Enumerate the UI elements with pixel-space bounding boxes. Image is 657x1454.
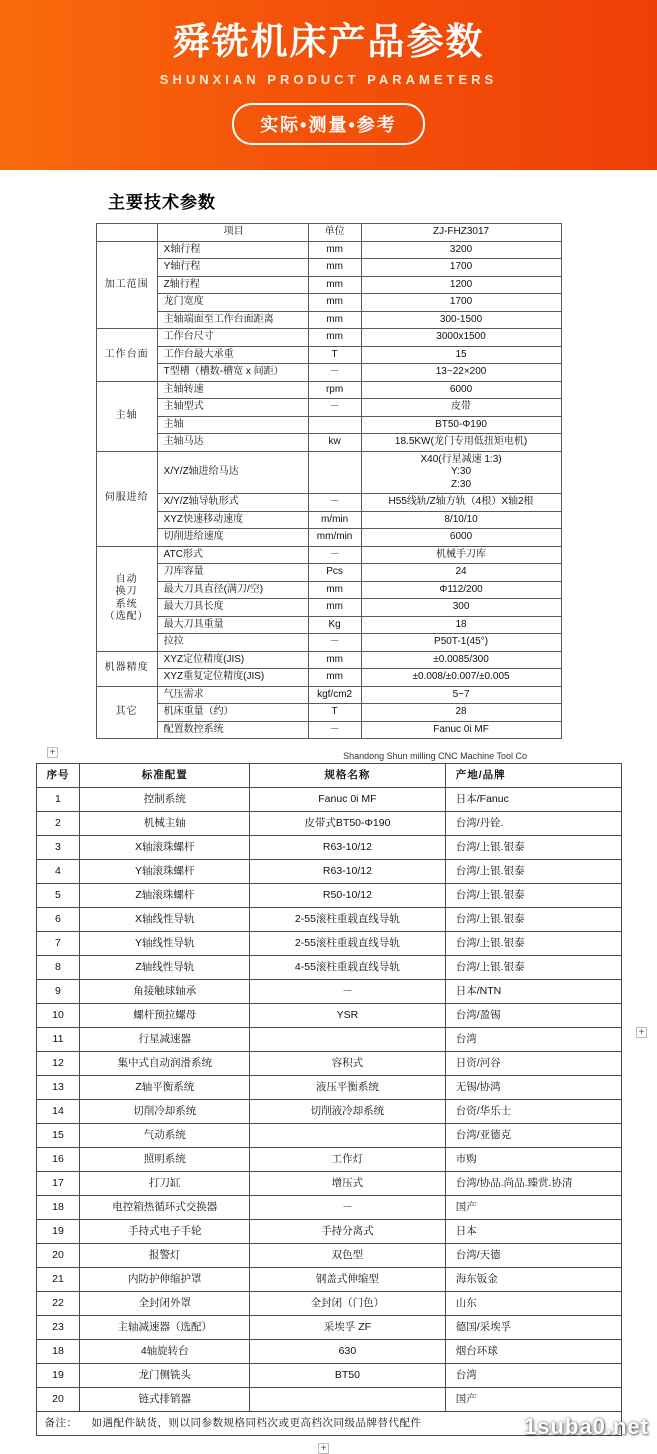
table-row [36,1052,621,1076]
config-cell: 全封闭外罩 [80,1292,250,1316]
config-cell: 2 [36,812,80,836]
spec-row [96,329,561,347]
config-cell: 台湾/上银.银泰 [445,836,621,860]
config-cell: 台湾/上银.银泰 [445,908,621,932]
config-cell: 行星减速器 [80,1028,250,1052]
spec-group-name: 机器精度 [96,651,157,686]
config-cell: 7 [36,932,80,956]
config-section [0,745,657,1454]
spec-group-name: 自动 换刀 系统 （选配） [96,546,157,651]
config-cell: 23 [36,1316,80,1340]
config-cell [250,1124,446,1148]
config-cell: 全封闭（门色） [250,1292,446,1316]
spec-value: 3200 [361,241,561,259]
config-cell: 角接触球轴承 [80,980,250,1004]
spec-item: X轴行程 [157,241,308,259]
spec-value: 18.5KW(龙门专用低扭矩电机) [361,434,561,452]
config-header-cell: 序号 [36,764,80,788]
spec-item: 刀库容量 [157,564,308,582]
spec-value: 300 [361,599,561,617]
table-row [36,1028,621,1052]
spec-unit: mm [308,651,361,669]
config-cell: 日本 [445,1220,621,1244]
spec-unit: kgf/cm2 [308,686,361,704]
config-header-cell: 规格名称 [250,764,446,788]
spec-group-name: 其它 [96,686,157,739]
config-cell: 台湾/上银.银泰 [445,884,621,908]
config-cell: 日本/Fanuc [445,788,621,812]
config-cell: 台湾/上银.银泰 [445,860,621,884]
config-cell: 台湾/上银.银泰 [445,932,621,956]
config-cell: 日资/河谷 [445,1052,621,1076]
spec-unit: － [308,364,361,382]
spec-item: 最大刀具长度 [157,599,308,617]
config-cell: 皮带式BT50-Φ190 [250,812,446,836]
config-cell: 4 [36,860,80,884]
config-cell: 容积式 [250,1052,446,1076]
config-header-cell: 标准配置 [80,764,250,788]
spec-row [96,294,561,312]
spec-unit: mm [308,599,361,617]
config-cell: YSR [250,1004,446,1028]
spec-item: Y轴行程 [157,259,308,277]
spec-unit: － [308,399,361,417]
spec-unit: mm [308,329,361,347]
spec-model-header: ZJ-FHZ3017 [361,224,561,242]
banner-subtitle: SHUNXIAN PRODUCT PARAMETERS [159,72,498,88]
spec-item: 主轴转速 [157,381,308,399]
config-cell: R50-10/12 [250,884,446,908]
table-row [36,1124,621,1148]
spec-item: 主轴型式 [157,399,308,417]
spec-value: 6000 [361,529,561,547]
spec-item: 机床重量（约） [157,704,308,722]
config-cell: 照明系统 [80,1148,250,1172]
config-cell: 液压平衡系统 [250,1076,446,1100]
spec-section-title: 主要技术参数 [108,193,216,212]
table-row [36,1148,621,1172]
spec-item: XYZ重复定位精度(JIS) [157,669,308,687]
config-cell: 2-55滚柱重载直线导轨 [250,908,446,932]
table-row [36,1004,621,1028]
config-cell: 台湾 [445,1364,621,1388]
config-cell: 报警灯 [80,1244,250,1268]
spec-value: 1700 [361,259,561,277]
spec-item: Z轴行程 [157,276,308,294]
config-cell: 17 [36,1172,80,1196]
config-cell: Z轴平衡系统 [80,1076,250,1100]
spec-group-header [96,224,157,242]
spec-row [96,564,561,582]
banner-title: 舜铣机床产品参数 [172,21,485,62]
table-row [36,1364,621,1388]
config-cell: 16 [36,1148,80,1172]
spec-row [96,669,561,687]
spec-unit-header: 单位 [308,224,361,242]
spec-unit: － [308,634,361,652]
watermark: 1suba0.net [524,1414,649,1439]
spec-row [96,511,561,529]
table-row [36,1292,621,1316]
table-row [36,884,621,908]
spec-unit: － [308,546,361,564]
spec-row [96,311,561,329]
config-cell: 增压式 [250,1172,446,1196]
spec-item: 切削进给速度 [157,529,308,547]
config-cell: 山东 [445,1292,621,1316]
config-cell: 采埃孚 ZF [250,1316,446,1340]
table-row [36,980,621,1004]
config-cell: 22 [36,1292,80,1316]
config-cell: 龙门侧铣头 [80,1364,250,1388]
spec-item: X/Y/Z轴进给马达 [157,451,308,494]
config-cell: 630 [250,1340,446,1364]
spec-row [96,399,561,417]
spec-row [96,346,561,364]
spec-item: XYZ定位精度(JIS) [157,651,308,669]
config-cell: Y轴线性导轨 [80,932,250,956]
spec-unit: mm/min [308,529,361,547]
table-row [36,1196,621,1220]
table-row [36,1172,621,1196]
spec-row [96,494,561,512]
table-row [36,932,621,956]
config-cell: 钢盖式伸缩型 [250,1268,446,1292]
spec-group-name: 加工范围 [96,241,157,329]
spec-value: 24 [361,564,561,582]
spec-unit: － [308,494,361,512]
spec-item: 配置数控系统 [157,721,308,739]
config-cell [250,1388,446,1412]
config-cell: Z轴线性导轨 [80,956,250,980]
config-cell: 19 [36,1364,80,1388]
table-row [36,788,621,812]
config-cell: 主轴减速器（选配） [80,1316,250,1340]
config-cell: 5 [36,884,80,908]
crop-marker-icon: + [318,1443,329,1454]
config-cell: － [250,980,446,1004]
config-cell: 台湾 [445,1028,621,1052]
spec-row [96,434,561,452]
config-cell: R63-10/12 [250,836,446,860]
spec-value: 28 [361,704,561,722]
table-row [36,956,621,980]
spec-unit: － [308,721,361,739]
config-cell: 手持分离式 [250,1220,446,1244]
config-cell: 9 [36,980,80,1004]
config-cell: 市购 [445,1148,621,1172]
spec-group-name: 主轴 [96,381,157,451]
spec-row [96,599,561,617]
config-cell: 双色型 [250,1244,446,1268]
spec-value: 机械手刀库 [361,546,561,564]
spec-item-header: 项目 [157,224,308,242]
config-cell: 3 [36,836,80,860]
config-cell: 日本/NTN [445,980,621,1004]
config-cell: BT50 [250,1364,446,1388]
spec-row [96,276,561,294]
spec-item: 主轴端面至工作台面距离 [157,311,308,329]
table-row [36,1340,621,1364]
spec-item: ATC形式 [157,546,308,564]
table-row [36,1244,621,1268]
spec-row [96,381,561,399]
crop-marker-icon: + [636,1027,647,1038]
config-cell: 台湾/盈锡 [445,1004,621,1028]
spec-value: P50T-1(45°) [361,634,561,652]
spec-row [96,364,561,382]
config-cell: 切削液冷却系统 [250,1100,446,1124]
table-row [36,1268,621,1292]
spec-value: 1200 [361,276,561,294]
spec-unit: Pcs [308,564,361,582]
spec-item: 最大刀具直径(满刀/空) [157,581,308,599]
spec-row [96,529,561,547]
table-row [36,1220,621,1244]
spec-value: ±0.008/±0.007/±0.005 [361,669,561,687]
config-cell: 台湾/协品.尚品.臻赏.协清 [445,1172,621,1196]
spec-unit: kw [308,434,361,452]
table-row [36,860,621,884]
spec-row [96,704,561,722]
config-cell: 13 [36,1076,80,1100]
spec-item: 工作台尺寸 [157,329,308,347]
spec-value: H55线轨/Z轴方轨（4根）X轴2根 [361,494,561,512]
config-cell: Y轴滚珠螺杆 [80,860,250,884]
table-row [36,1388,621,1412]
config-cell: 海东钣金 [445,1268,621,1292]
spec-row [96,634,561,652]
config-cell: 12 [36,1052,80,1076]
config-cell: 4轴旋转台 [80,1340,250,1364]
config-cell: － [250,1196,446,1220]
table-row [36,812,621,836]
table-row [36,836,621,860]
config-cell: 机械主轴 [80,812,250,836]
spec-value: ±0.0085/300 [361,651,561,669]
spec-row [96,686,561,704]
spec-unit: mm [308,241,361,259]
table-row [36,1076,621,1100]
config-header-row [36,764,621,788]
table-row [36,1100,621,1124]
spec-item: X/Y/Z轴导轨形式 [157,494,308,512]
table-row [36,1316,621,1340]
spec-group-name: 伺服进给 [96,451,157,546]
config-cell: 台资/华乐士 [445,1100,621,1124]
config-header-cell: 产地/品牌 [445,764,621,788]
spec-unit [308,451,361,494]
banner-badge: 实际•测量•参考 [232,103,425,145]
crop-marker-icon: + [47,747,58,758]
config-cell: Z轴滚珠螺杆 [80,884,250,908]
config-cell: 控制系统 [80,788,250,812]
spec-item: 拉拉 [157,634,308,652]
config-cell: 无锡/协鸿 [445,1076,621,1100]
spec-item: 气压需求 [157,686,308,704]
spec-unit: m/min [308,511,361,529]
spec-row [96,651,561,669]
config-table [36,763,622,1436]
company-caption: Shandong Shun milling CNC Machine Tool Co [343,751,527,761]
spec-value: 18 [361,616,561,634]
spec-row [96,721,561,739]
spec-group-name: 工作台面 [96,329,157,382]
config-cell: 1 [36,788,80,812]
spec-table [96,223,562,739]
spec-unit [308,416,361,434]
spec-item: 主轴马达 [157,434,308,452]
spec-value: 15 [361,346,561,364]
config-cell [250,1028,446,1052]
spec-value: X40(行星减速 1:3) Y:30 Z:30 [361,451,561,494]
config-cell: 台湾/上银.银泰 [445,956,621,980]
config-cell: 国产 [445,1388,621,1412]
config-cell: 德国/采埃孚 [445,1316,621,1340]
config-cell: 台湾/亚德克 [445,1124,621,1148]
config-cell: 切削冷却系统 [80,1100,250,1124]
spec-row [96,546,561,564]
spec-unit: mm [308,276,361,294]
spec-unit: Kg [308,616,361,634]
spec-header-row [96,224,561,242]
config-cell: X轴滚珠螺杆 [80,836,250,860]
spec-unit: T [308,704,361,722]
config-cell: 8 [36,956,80,980]
config-cell: 工作灯 [250,1148,446,1172]
spec-item: 主轴 [157,416,308,434]
spec-value: BT50-Φ190 [361,416,561,434]
spec-row [96,416,561,434]
config-cell: 19 [36,1220,80,1244]
config-cell: Fanuc 0i MF [250,788,446,812]
spec-value: 皮带 [361,399,561,417]
config-cell: 20 [36,1244,80,1268]
config-cell: 20 [36,1388,80,1412]
spec-row [96,241,561,259]
config-cell: 15 [36,1124,80,1148]
spec-unit: mm [308,294,361,312]
spec-row [96,616,561,634]
config-cell: 18 [36,1340,80,1364]
config-cell: 集中式自动润滑系统 [80,1052,250,1076]
config-cell: 10 [36,1004,80,1028]
config-cell: 台湾/丹铨. [445,812,621,836]
config-cell: 4-55滚柱重载直线导轨 [250,956,446,980]
spec-value: 1700 [361,294,561,312]
config-cell: 14 [36,1100,80,1124]
config-cell: 6 [36,908,80,932]
config-cell: X轴线性导轨 [80,908,250,932]
config-cell: 链式排销器 [80,1388,250,1412]
spec-value: 3000x1500 [361,329,561,347]
spec-value: 5~7 [361,686,561,704]
spec-row [96,451,561,494]
spec-item: T型槽（槽数-槽宽 x 间距） [157,364,308,382]
spec-value: 13~22×200 [361,364,561,382]
config-cell: 烟台环球 [445,1340,621,1364]
spec-unit: mm [308,311,361,329]
spec-item: 龙门宽度 [157,294,308,312]
spec-unit: mm [308,669,361,687]
spec-unit: mm [308,581,361,599]
spec-item: XYZ快速移动速度 [157,511,308,529]
spec-unit: mm [308,259,361,277]
spec-row [96,581,561,599]
config-cell: R63-10/12 [250,860,446,884]
spec-item: 最大刀具重量 [157,616,308,634]
config-cell: 电控箱热循环式交换器 [80,1196,250,1220]
spec-value: Φ112/200 [361,581,561,599]
config-cell: 2-55滚柱重载直线导轨 [250,932,446,956]
spec-value: 6000 [361,381,561,399]
config-cell: 打刀缸 [80,1172,250,1196]
spec-value: Fanuc 0i MF [361,721,561,739]
table-row [36,908,621,932]
spec-value: 8/10/10 [361,511,561,529]
config-cell: 11 [36,1028,80,1052]
config-cell: 18 [36,1196,80,1220]
spec-unit: rpm [308,381,361,399]
config-cell: 螺杆预拉螺母 [80,1004,250,1028]
spec-value: 300-1500 [361,311,561,329]
config-cell: 手持式电子手轮 [80,1220,250,1244]
config-cell: 国产 [445,1196,621,1220]
spec-unit: T [308,346,361,364]
banner [0,0,657,170]
spec-item: 工作台最大承重 [157,346,308,364]
config-cell: 21 [36,1268,80,1292]
config-cell: 台湾/天德 [445,1244,621,1268]
config-note: 备注： 如遇配件缺货，则以同参数规格同档次或更高档次同级品牌替代配件 [36,1412,621,1436]
spec-row [96,259,561,277]
spec-section [0,170,657,745]
config-cell: 内防护伸缩护罩 [80,1268,250,1292]
config-cell: 气动系统 [80,1124,250,1148]
